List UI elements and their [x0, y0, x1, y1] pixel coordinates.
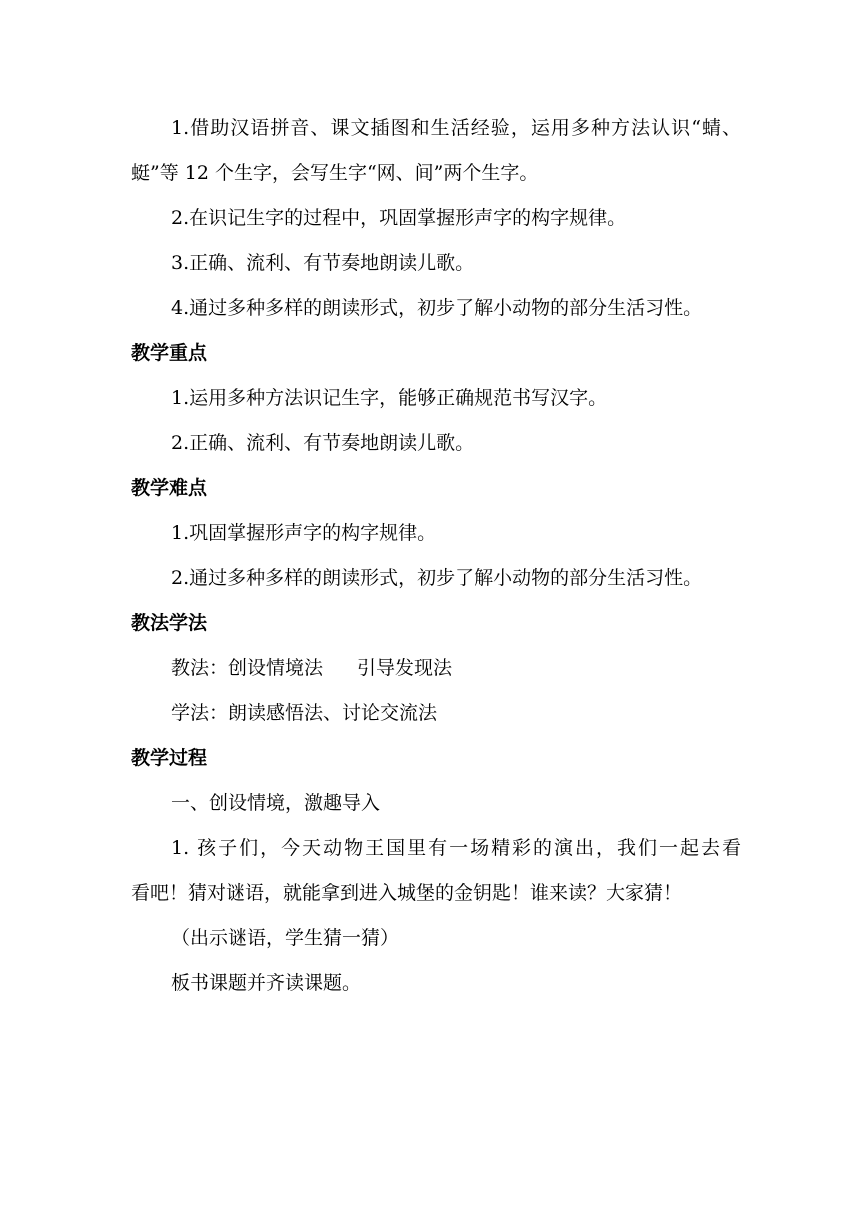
key-points-heading: 教学重点 — [131, 342, 208, 364]
methods-heading: 教法学法 — [131, 612, 208, 634]
objective-4: 4.通过多种多样的朗读形式，初步了解小动物的部分生活习性。 — [171, 297, 703, 319]
process-step-1-line-2: 看吧！猜对谜语，就能拿到进入城堡的金钥匙！谁来读？大家猜！ — [131, 882, 683, 904]
process-step-1-line-1: 1. 孩子们，今天动物王国里有一场精彩的演出，我们一起去看 — [171, 837, 741, 859]
learning-method: 学法：朗读感悟法、讨论交流法 — [171, 702, 438, 724]
key-point-2: 2.正确、流利、有节奏地朗读儿歌。 — [171, 432, 475, 454]
key-point-1: 1.运用多种方法识记生字，能够正确规范书写汉字。 — [171, 387, 608, 409]
process-section-1-title: 一、创设情境，激趣导入 — [171, 792, 381, 814]
objective-2: 2.在识记生字的过程中，巩固掌握形声字的构字规律。 — [171, 207, 627, 229]
process-heading: 教学过程 — [131, 747, 208, 769]
process-note: （出示谜语，学生猜一猜） — [171, 927, 400, 949]
objective-1-line-2: 蜓”等 12 个生字，会写生字“网、间”两个生字。 — [131, 162, 539, 184]
teaching-method-extra: 引导发现法 — [357, 657, 453, 679]
difficulties-heading: 教学难点 — [131, 477, 208, 499]
objective-3: 3.正确、流利、有节奏地朗读儿歌。 — [171, 252, 475, 274]
teaching-method-label: 教法：创设情境法 — [171, 657, 324, 679]
teaching-method — [171, 656, 741, 680]
objective-1-line-1: 1.借助汉语拼音、课文插图和生活经验，运用多种方法认识“蜻、 — [171, 117, 741, 139]
process-board: 板书课题并齐读课题。 — [171, 972, 362, 994]
difficulty-1: 1.巩固掌握形声字的构字规律。 — [171, 522, 437, 544]
difficulty-2: 2.通过多种多样的朗读形式，初步了解小动物的部分生活习性。 — [171, 567, 703, 589]
